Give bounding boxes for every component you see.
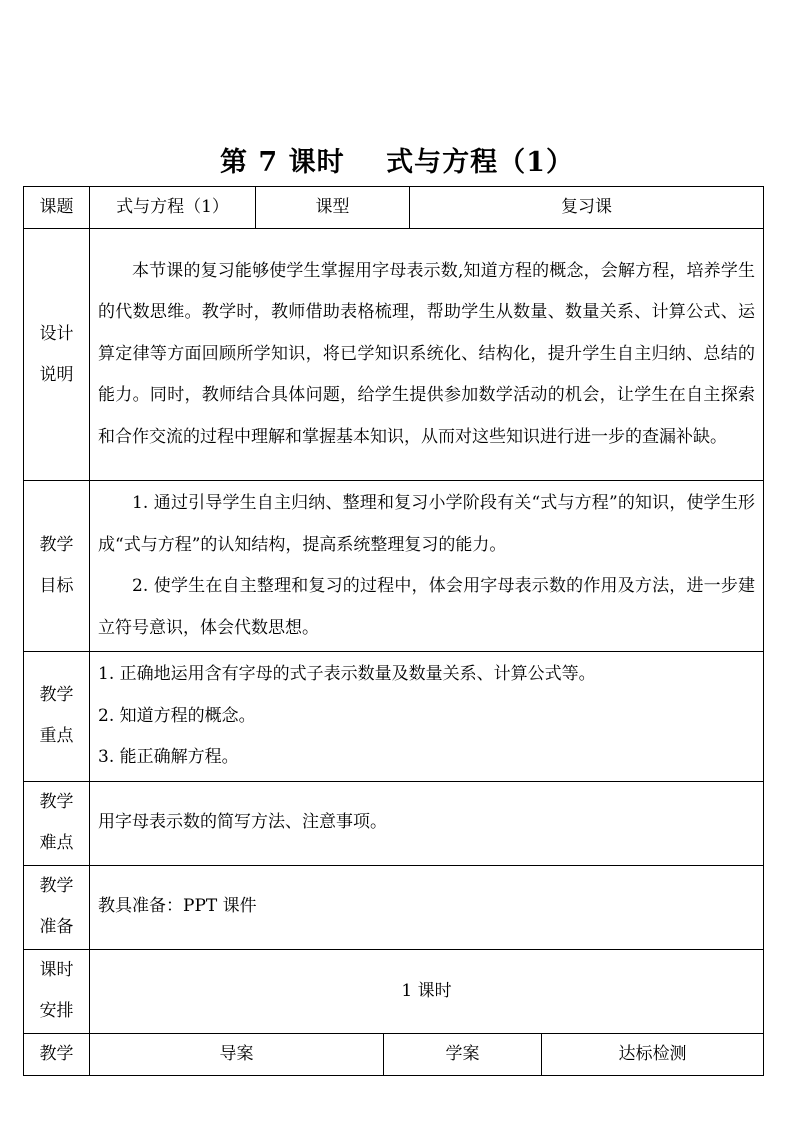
col-guide-header: 导案 bbox=[90, 1033, 384, 1075]
goals-label-line-2: 目标 bbox=[39, 576, 74, 596]
difficulties-label-line-2: 难点 bbox=[39, 833, 74, 853]
goals-text-cell bbox=[90, 481, 764, 652]
preparation-label-line-1: 教学 bbox=[39, 876, 74, 896]
row-schedule bbox=[24, 949, 764, 1033]
difficulties-text-cell bbox=[90, 781, 764, 865]
type-value: 复习课 bbox=[410, 187, 764, 229]
page-title: 第 7 课时 式与方程（1） bbox=[220, 147, 574, 178]
preparation-label bbox=[24, 865, 90, 949]
schedule-label bbox=[24, 949, 90, 1033]
key-point-item-3: 3. 能正确解方程。 bbox=[98, 747, 239, 767]
preparation-text: 教具准备：PPT 课件 bbox=[98, 896, 257, 917]
row-design bbox=[24, 229, 764, 481]
difficulties-label-line-1: 教学 bbox=[39, 792, 74, 812]
schedule-label-line-2: 安排 bbox=[39, 1001, 74, 1021]
goal-item-2: 2. 使学生在自主整理和复习的过程中，体会用字母表示数的作用及方法，进一步建立符号意识，体会代数思想。 bbox=[98, 576, 755, 638]
key-point-item-2: 2. 知道方程的概念。 bbox=[98, 705, 256, 726]
row-preparation bbox=[24, 865, 764, 949]
key-points-label-line-1: 教学 bbox=[39, 685, 74, 706]
preparation-text-cell bbox=[90, 865, 764, 949]
key-point-item-1: 1. 正确地运用含有字母的式子表示数量及数量关系、计算公式等。 bbox=[98, 664, 596, 684]
design-label-line-1: 设计 bbox=[39, 323, 74, 344]
design-label bbox=[24, 229, 90, 481]
row-topic bbox=[24, 187, 764, 229]
design-label-line-2: 说明 bbox=[39, 364, 74, 385]
difficulties-label bbox=[24, 781, 90, 865]
process-label: 教学 bbox=[24, 1033, 90, 1075]
row-difficulties bbox=[24, 781, 764, 865]
goal-item-1: 1. 通过引导学生自主归纳、整理和复习小学阶段有关“式与方程”的知识，使学生形成“式与方程”的认知结构，提高系统整理复习的能力。 bbox=[98, 493, 755, 555]
key-points-label bbox=[24, 652, 90, 782]
type-label: 课型 bbox=[256, 187, 410, 229]
difficulties-text: 用字母表示数的简写方法、注意事项。 bbox=[98, 812, 387, 833]
col-study-header: 学案 bbox=[384, 1033, 542, 1075]
goals-label bbox=[24, 481, 90, 652]
key-points-text-cell bbox=[90, 652, 764, 782]
row-goals bbox=[24, 481, 764, 652]
row-key-points bbox=[24, 652, 764, 782]
goals-label-line-1: 教学 bbox=[39, 535, 74, 555]
topic-value: 式与方程（1） bbox=[90, 187, 256, 229]
col-check-header: 达标检测 bbox=[542, 1033, 764, 1075]
design-text-cell bbox=[90, 229, 764, 481]
topic-label: 课题 bbox=[24, 187, 90, 229]
preparation-label-line-2: 准备 bbox=[39, 917, 74, 937]
schedule-label-line-1: 课时 bbox=[39, 960, 74, 980]
lesson-plan-table bbox=[23, 186, 764, 1076]
row-process bbox=[24, 1033, 764, 1075]
schedule-text: 1 课时 bbox=[90, 949, 764, 1033]
design-text: 本节课的复习能够使学生掌握用字母表示数,知道方程的概念，会解方程，培养学生的代数思维。教学时，教师借助表格梳理，帮助学生从数量、数量关系、计算公式、运算定律等方面回顾所学知识，将已学知识系统化、结构化，提升学生自主归纳、总结的能力。同时，教师结合具体问题，给学生提供参加数学活动的机会，让学生在自主探索和合作交流的过程中理解和掌握基本知识，从而对这些知识进行进一步的查漏补缺。 bbox=[98, 260, 755, 447]
key-points-label-line-2: 重点 bbox=[39, 726, 74, 747]
